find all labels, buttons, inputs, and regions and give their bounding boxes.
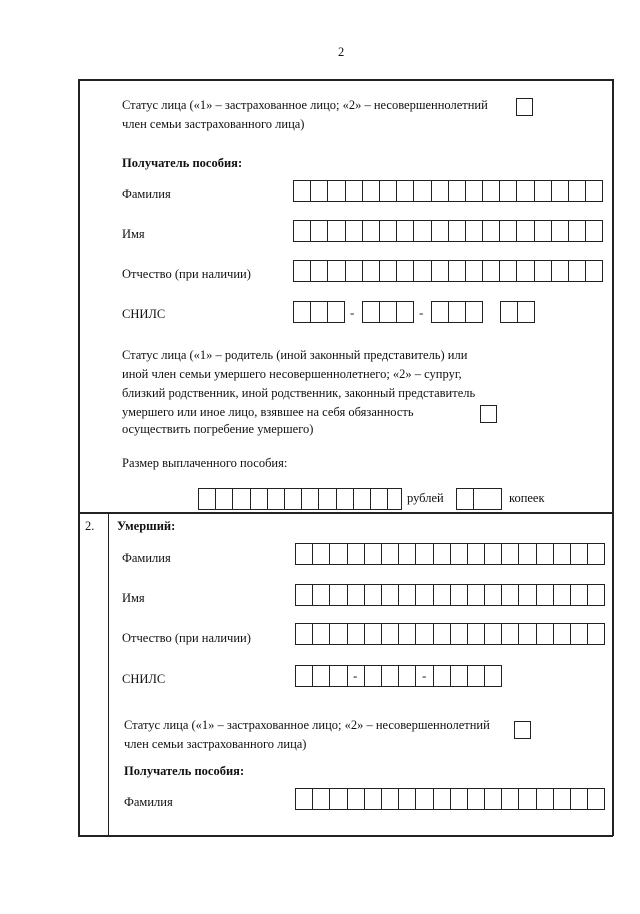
input-cell[interactable] (502, 624, 519, 644)
input-cell[interactable] (328, 261, 345, 281)
rubles-input[interactable] (198, 488, 402, 510)
deceased-status-line1: Статус лица («1» – застрахованное лицо; «2» – несовершеннолетний (124, 718, 490, 732)
input-cell[interactable] (588, 624, 605, 644)
status-checkbox[interactable] (516, 98, 533, 116)
surname-input[interactable] (293, 180, 603, 202)
input-cell[interactable] (328, 181, 345, 201)
snils-label: СНИЛС (122, 307, 166, 321)
input-cell[interactable] (365, 585, 382, 605)
input-cell[interactable] (397, 302, 414, 322)
input-cell[interactable] (434, 624, 451, 644)
input-cell[interactable] (554, 624, 571, 644)
deceased-snils-separator: - (353, 668, 358, 683)
input-cell[interactable] (296, 624, 313, 644)
table-bottom-border (78, 835, 613, 837)
input-cell[interactable] (468, 544, 485, 564)
input-cell[interactable] (468, 624, 485, 644)
input-cell[interactable] (380, 221, 397, 241)
table-row-divider (78, 512, 613, 514)
input-cell[interactable] (466, 221, 483, 241)
input-cell[interactable] (432, 181, 449, 201)
recipient-status-line2: иной член семьи умершего несовершеннолетнего; «2» – супруг, (122, 367, 462, 381)
input-cell[interactable] (466, 302, 483, 322)
input-cell[interactable] (517, 181, 534, 201)
input-cell[interactable] (416, 585, 433, 605)
input-cell[interactable] (330, 624, 347, 644)
input-cell[interactable] (586, 221, 603, 241)
deceased-recipient-surname-input[interactable] (295, 788, 605, 810)
input-cell[interactable] (569, 261, 586, 281)
input-cell[interactable] (586, 261, 603, 281)
input-cell[interactable] (399, 789, 416, 809)
input-cell[interactable] (474, 489, 491, 509)
input-cell[interactable] (363, 302, 380, 322)
input-cell[interactable] (363, 261, 380, 281)
input-cell[interactable] (502, 789, 519, 809)
input-cell[interactable] (537, 789, 554, 809)
input-cell[interactable] (397, 261, 414, 281)
input-cell[interactable] (397, 221, 414, 241)
input-cell[interactable] (483, 221, 500, 241)
input-cell[interactable] (399, 544, 416, 564)
input-cell[interactable] (296, 666, 313, 686)
input-cell[interactable] (380, 181, 397, 201)
input-cell[interactable] (537, 585, 554, 605)
input-cell[interactable] (199, 489, 216, 509)
deceased-status-checkbox[interactable] (514, 721, 531, 739)
input-cell[interactable] (432, 302, 449, 322)
input-cell[interactable] (363, 181, 380, 201)
input-cell[interactable] (414, 181, 431, 201)
input-cell[interactable] (485, 585, 502, 605)
input-cell[interactable] (380, 302, 397, 322)
input-cell[interactable] (328, 302, 345, 322)
input-cell[interactable] (313, 585, 330, 605)
input-cell[interactable] (311, 181, 328, 201)
input-cell[interactable] (399, 624, 416, 644)
input-cell[interactable] (313, 789, 330, 809)
input-cell[interactable] (294, 181, 311, 201)
input-cell[interactable] (537, 544, 554, 564)
input-cell[interactable] (434, 585, 451, 605)
input-cell[interactable] (311, 302, 328, 322)
kopecks-label: копеек (509, 491, 545, 505)
input-cell[interactable] (397, 181, 414, 201)
snils-part2-input[interactable] (362, 301, 414, 323)
input-cell[interactable] (251, 489, 268, 509)
input-cell[interactable] (348, 624, 365, 644)
input-cell[interactable] (501, 302, 518, 322)
input-cell[interactable] (302, 489, 319, 509)
input-cell[interactable] (554, 585, 571, 605)
recipient-status-line3: близкий родственник, иной родственник, законный представитель (122, 386, 476, 400)
input-cell[interactable] (330, 585, 347, 605)
input-cell[interactable] (365, 624, 382, 644)
row-number: 2. (85, 519, 95, 533)
recipient-status-line5: осуществить погребение умершего) (122, 422, 314, 436)
input-cell[interactable] (449, 261, 466, 281)
input-cell[interactable] (571, 585, 588, 605)
input-cell[interactable] (466, 261, 483, 281)
input-cell[interactable] (451, 666, 468, 686)
input-cell[interactable] (451, 789, 468, 809)
input-cell[interactable] (371, 489, 388, 509)
deceased-recipient-surname-label: Фамилия (124, 795, 173, 809)
input-cell[interactable] (294, 302, 311, 322)
input-cell[interactable] (399, 585, 416, 605)
input-cell[interactable] (502, 585, 519, 605)
input-cell[interactable] (382, 624, 399, 644)
input-cell[interactable] (416, 789, 433, 809)
deceased-status-line2: член семьи застрахованного лица) (124, 737, 307, 751)
input-cell[interactable] (434, 666, 451, 686)
name-label: Имя (122, 227, 145, 241)
status-text-line1: Статус лица («1» – застрахованное лицо; «2» – несовершеннолетний (122, 98, 488, 112)
table-number-column-divider (108, 512, 109, 836)
patronymic-label: Отчество (при наличии) (122, 267, 251, 281)
table-right-border (612, 79, 614, 836)
input-cell[interactable] (388, 489, 405, 509)
input-cell[interactable] (313, 666, 330, 686)
recipient-status-line1: Статус лица («1» – родитель (иной законный представитель) или (122, 348, 468, 362)
input-cell[interactable] (365, 544, 382, 564)
input-cell[interactable] (449, 302, 466, 322)
amount-label: Размер выплаченного пособия: (122, 456, 288, 470)
rubles-label: рублей (407, 491, 444, 505)
input-cell[interactable] (500, 181, 517, 201)
input-cell[interactable] (569, 181, 586, 201)
kopecks-input[interactable] (456, 488, 502, 510)
snils-separator: - (350, 305, 355, 320)
deceased-name-label: Имя (122, 591, 145, 605)
input-cell[interactable] (468, 789, 485, 809)
input-cell[interactable] (571, 544, 588, 564)
name-input[interactable] (293, 220, 603, 242)
input-cell[interactable] (519, 544, 536, 564)
input-cell[interactable] (485, 544, 502, 564)
input-cell[interactable] (519, 624, 536, 644)
input-cell[interactable] (346, 221, 363, 241)
input-cell[interactable] (571, 624, 588, 644)
table-top-border (78, 79, 613, 81)
input-cell[interactable] (535, 261, 552, 281)
input-cell[interactable] (552, 261, 569, 281)
input-cell[interactable] (354, 489, 371, 509)
input-cell[interactable] (346, 181, 363, 201)
input-cell[interactable] (517, 221, 534, 241)
input-cell[interactable] (296, 789, 313, 809)
input-cell[interactable] (519, 585, 536, 605)
deceased-surname-input[interactable] (295, 543, 605, 565)
input-cell[interactable] (348, 544, 365, 564)
input-cell[interactable] (311, 261, 328, 281)
recipient-status-checkbox[interactable] (480, 405, 497, 423)
input-cell[interactable] (416, 624, 433, 644)
input-cell[interactable] (451, 585, 468, 605)
recipient-status-line4: умершего или иное лицо, взявшее на себя обязанность (122, 405, 414, 419)
snils-part3-input[interactable] (431, 301, 483, 323)
input-cell[interactable] (485, 624, 502, 644)
table-left-border (78, 79, 80, 836)
snils-checksum-input[interactable] (500, 301, 535, 323)
recipient-heading: Получатель пособия: (122, 156, 243, 170)
input-cell[interactable] (586, 181, 603, 201)
input-cell[interactable] (432, 261, 449, 281)
input-cell[interactable] (330, 544, 347, 564)
deceased-recipient-heading: Получатель пособия: (124, 764, 245, 778)
input-cell[interactable] (233, 489, 250, 509)
input-cell[interactable] (380, 261, 397, 281)
input-cell[interactable] (552, 181, 569, 201)
deceased-patronymic-input[interactable] (295, 623, 605, 645)
patronymic-input[interactable] (293, 260, 603, 282)
input-cell[interactable] (588, 789, 605, 809)
deceased-snils-separator: - (422, 668, 427, 683)
input-cell[interactable] (535, 181, 552, 201)
input-cell[interactable] (346, 261, 363, 281)
deceased-heading: Умерший: (117, 519, 176, 533)
input-cell[interactable] (382, 585, 399, 605)
input-cell[interactable] (537, 624, 554, 644)
input-cell[interactable] (414, 261, 431, 281)
input-cell[interactable] (365, 666, 382, 686)
snils-part1-input[interactable] (293, 301, 345, 323)
input-cell[interactable] (330, 789, 347, 809)
input-cell[interactable] (328, 221, 345, 241)
deceased-snils-label: СНИЛС (122, 672, 166, 686)
input-cell[interactable] (414, 221, 431, 241)
input-cell[interactable] (432, 221, 449, 241)
snils-separator: - (419, 305, 424, 320)
input-cell[interactable] (571, 789, 588, 809)
input-cell[interactable] (296, 585, 313, 605)
input-cell[interactable] (468, 666, 485, 686)
input-cell[interactable] (313, 624, 330, 644)
input-cell[interactable] (483, 261, 500, 281)
deceased-name-input[interactable] (295, 584, 605, 606)
input-cell[interactable] (311, 221, 328, 241)
input-cell[interactable] (416, 544, 433, 564)
input-cell[interactable] (449, 181, 466, 201)
input-cell[interactable] (382, 544, 399, 564)
input-cell[interactable] (216, 489, 233, 509)
input-cell[interactable] (348, 789, 365, 809)
input-cell[interactable] (500, 221, 517, 241)
input-cell[interactable] (466, 181, 483, 201)
input-cell[interactable] (382, 789, 399, 809)
input-cell[interactable] (348, 585, 365, 605)
deceased-surname-label: Фамилия (122, 551, 171, 565)
input-cell[interactable] (485, 666, 502, 686)
input-cell[interactable] (535, 221, 552, 241)
input-cell[interactable] (457, 489, 474, 509)
input-cell[interactable] (449, 221, 466, 241)
input-cell[interactable] (588, 544, 605, 564)
input-cell[interactable] (363, 221, 380, 241)
input-cell[interactable] (451, 544, 468, 564)
input-cell[interactable] (337, 489, 354, 509)
input-cell[interactable] (468, 585, 485, 605)
input-cell[interactable] (294, 261, 311, 281)
page-number: 2 (338, 45, 345, 59)
deceased-snils-input[interactable] (295, 665, 502, 687)
input-cell[interactable] (519, 789, 536, 809)
input-cell[interactable] (296, 544, 313, 564)
input-cell[interactable] (434, 789, 451, 809)
input-cell[interactable] (500, 261, 517, 281)
input-cell[interactable] (382, 666, 399, 686)
input-cell[interactable] (569, 221, 586, 241)
input-cell[interactable] (483, 181, 500, 201)
input-cell[interactable] (485, 789, 502, 809)
input-cell[interactable] (502, 544, 519, 564)
input-cell[interactable] (517, 261, 534, 281)
input-cell[interactable] (285, 489, 302, 509)
input-cell[interactable] (434, 544, 451, 564)
surname-label: Фамилия (122, 187, 171, 201)
input-cell[interactable] (313, 544, 330, 564)
input-cell[interactable] (554, 544, 571, 564)
input-cell[interactable] (319, 489, 336, 509)
input-cell[interactable] (518, 302, 535, 322)
input-cell[interactable] (588, 585, 605, 605)
input-cell[interactable] (268, 489, 285, 509)
input-cell[interactable] (330, 666, 347, 686)
input-cell[interactable] (451, 624, 468, 644)
input-cell[interactable] (552, 221, 569, 241)
deceased-patronymic-label: Отчество (при наличии) (122, 631, 251, 645)
input-cell[interactable] (294, 221, 311, 241)
input-cell[interactable] (554, 789, 571, 809)
input-cell[interactable] (399, 666, 416, 686)
status-text-line2: член семьи застрахованного лица) (122, 117, 305, 131)
input-cell[interactable] (365, 789, 382, 809)
